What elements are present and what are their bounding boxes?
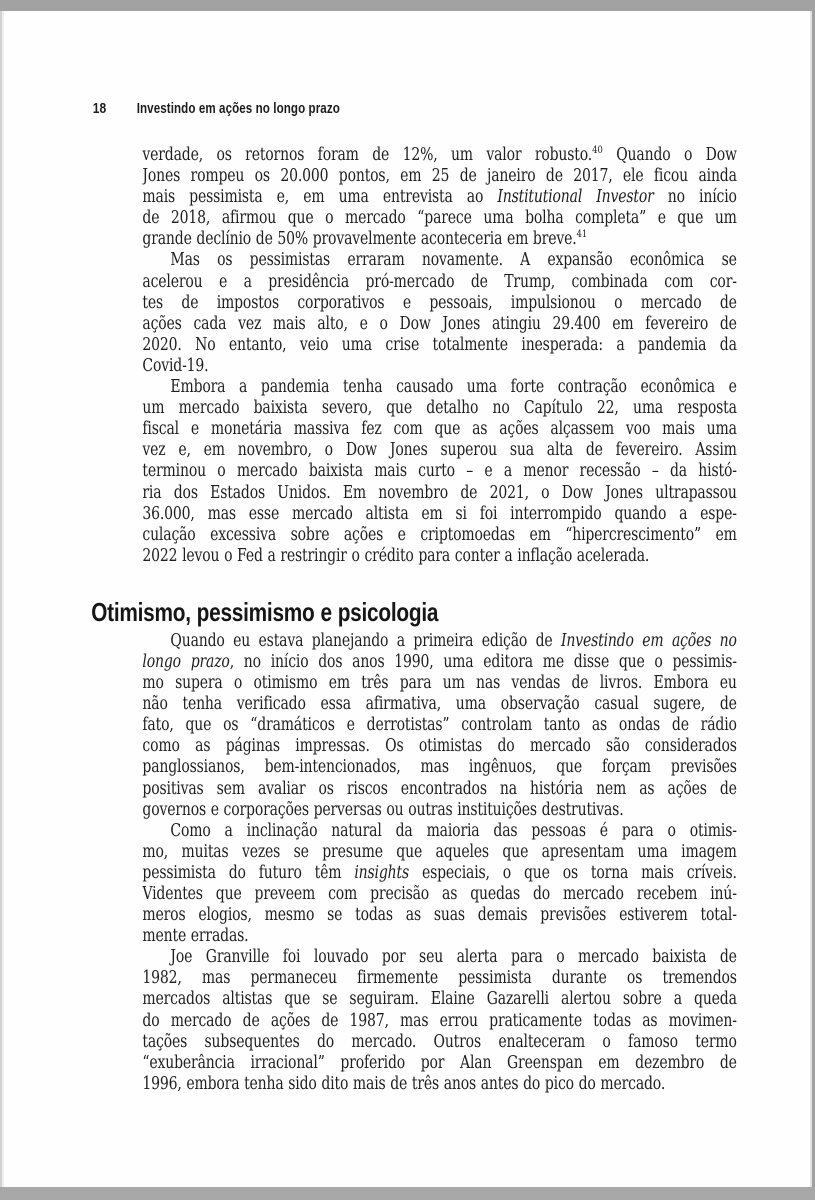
text-line: Como a inclinação natural da maioria das pessoas é para o otimis- <box>170 820 737 841</box>
italic-text: longo prazo <box>142 651 230 672</box>
text-line: grande declínio de 50% provavelmente aconteceria em breve.$^{41}$ <box>142 229 588 250</box>
text-line: Videntes que preveem com precisão as quedas do mercado recebem inú- <box>142 884 737 904</box>
page-number: 18 <box>92 100 107 117</box>
text-line: 36.000, mas esse mercado altista em si foi interrompido quando a espe- <box>142 503 737 524</box>
italic-text: Institutional Investor <box>497 187 654 208</box>
footnote-ref: 40 <box>592 145 603 156</box>
text-line: Mas os pessimistas erraram novamente. A expansão econômica se <box>170 250 737 271</box>
body-text <box>91 145 737 1095</box>
text-line: panglossianos, bem-intencionados, mas ingênuos, que forçam previsões <box>142 757 737 778</box>
text-line: acelerou e a presidência pró-mercado de Trump, combinada com cor- <box>142 271 737 292</box>
section-heading: Otimismo, pessimismo e psicologia <box>91 596 439 627</box>
paragraph <box>142 250 736 377</box>
text-line: de 2018, afirmou que o mercado “parece uma bolha completa” e que um <box>142 208 737 229</box>
text-line: ações cada vez mais alto, e o Dow Jones atingiu 29.400 em fevereiro de <box>142 313 737 334</box>
text-line: 2020. No entanto, veio uma crise totalmente inesperada: a pandemia da <box>142 334 737 355</box>
text-line: mais pessimista e, em uma entrevista ao Institutional Investor no início <box>142 187 737 208</box>
text-line: verdade, os retornos foram de 12%, um valor robusto.$^{40}$ Quando o Dow <box>142 145 737 165</box>
text-line: 1996, embora tenha sido dito mais de três anos antes do pico do mercado. <box>142 1073 666 1094</box>
text-line: mente erradas. <box>142 926 249 947</box>
text-line: “exuberância irracional” proferido por Alan Greenspan em dezembro de <box>142 1052 737 1073</box>
text-line: fato, que os “dramáticos e derrotistas” controlam tanto as ondas de rádio <box>142 715 737 736</box>
text-line: não tenha verificado essa afirmativa, uma observação casual sugere, de <box>142 694 737 715</box>
text-line: positivas sem avaliar os riscos encontrados na história nem as ações de <box>142 778 737 799</box>
text-line: terminou o mercado baixista mais curto – e a menor recessão – da histó- <box>142 461 737 482</box>
text-line: mo, muitas vezes se presume que aqueles que apresentam uma imagem <box>142 841 737 862</box>
text-line: fiscal e monetária massiva fez com que as ações alçassem voo mais uma <box>142 419 737 440</box>
text-line: meros elogios, mesmo se todas as suas demais previsões estiverem total- <box>142 905 737 926</box>
text-line: Covid-19. <box>142 355 209 376</box>
text-line: Joe Granville foi louvado por seu alerta para o mercado baixista de <box>170 947 737 968</box>
text-line: longo prazo, no início dos anos 1990, uma editora me disse que o pessimis- <box>142 651 737 672</box>
text-line: um mercado baixista severo, que detalho no Capítulo 22, uma resposta <box>142 398 737 419</box>
italic-text: insights <box>354 862 410 883</box>
text-line: tes de impostos corporativos e pessoais, impulsionou o mercado de <box>142 292 737 313</box>
paragraph <box>142 947 736 1095</box>
italic-text: Investindo em ações no <box>560 630 737 651</box>
text-line: 2022 levou o Fed a restringir o crédito para conter a inflação acelerada. <box>142 545 650 566</box>
text-line: governos e corporações perversas ou outras instituições destrutivas. <box>142 799 624 820</box>
text-line: 1982, mas permaneceu firmemente pessimista durante os tremendos <box>142 968 737 989</box>
text-line: como as páginas impressas. Os otimistas do mercado são considerados <box>142 736 737 757</box>
text-line: Embora a pandemia tenha causado uma forte contração econômica e <box>170 377 737 398</box>
running-head-title: Investindo em ações no longo prazo <box>136 101 340 117</box>
text-line: pessimista do futuro têm insights especiais, o que os torna mais críveis. <box>142 862 737 883</box>
paragraph <box>142 821 736 948</box>
text-line: tações subsequentes do mercado. Outros enalteceram o famoso termo <box>142 1031 737 1052</box>
running-header <box>93 101 340 117</box>
paragraph <box>142 377 736 567</box>
text-line: do mercado de ações de 1987, mas errou praticamente todas as movimen- <box>142 1010 737 1031</box>
text-line: Jones rompeu os 20.000 pontos, em 25 de janeiro de 2017, ele ficou ainda <box>142 166 737 187</box>
text-line: ria dos Estados Unidos. Em novembro de 2021, o Dow Jones ultrapassou <box>142 482 737 503</box>
paragraph <box>142 145 736 250</box>
paragraph <box>142 631 736 821</box>
text-line: vez e, em novembro, o Dow Jones superou sua alta de fevereiro. Assim <box>142 440 737 461</box>
text-line: culação excessiva sobre ações e criptomoedas em “hipercrescimento” em <box>142 524 737 545</box>
footnote-ref: 41 <box>576 229 588 241</box>
text-line: Quando eu estava planejando a primeira edição de Investindo em ações no <box>170 630 737 651</box>
text-line: mercados altistas que se seguiram. Elaine Gazarelli alertou sobre a queda <box>142 989 737 1010</box>
text-line: mo supera o otimismo em três para um nas vendas de livros. Embora eu <box>142 673 737 694</box>
